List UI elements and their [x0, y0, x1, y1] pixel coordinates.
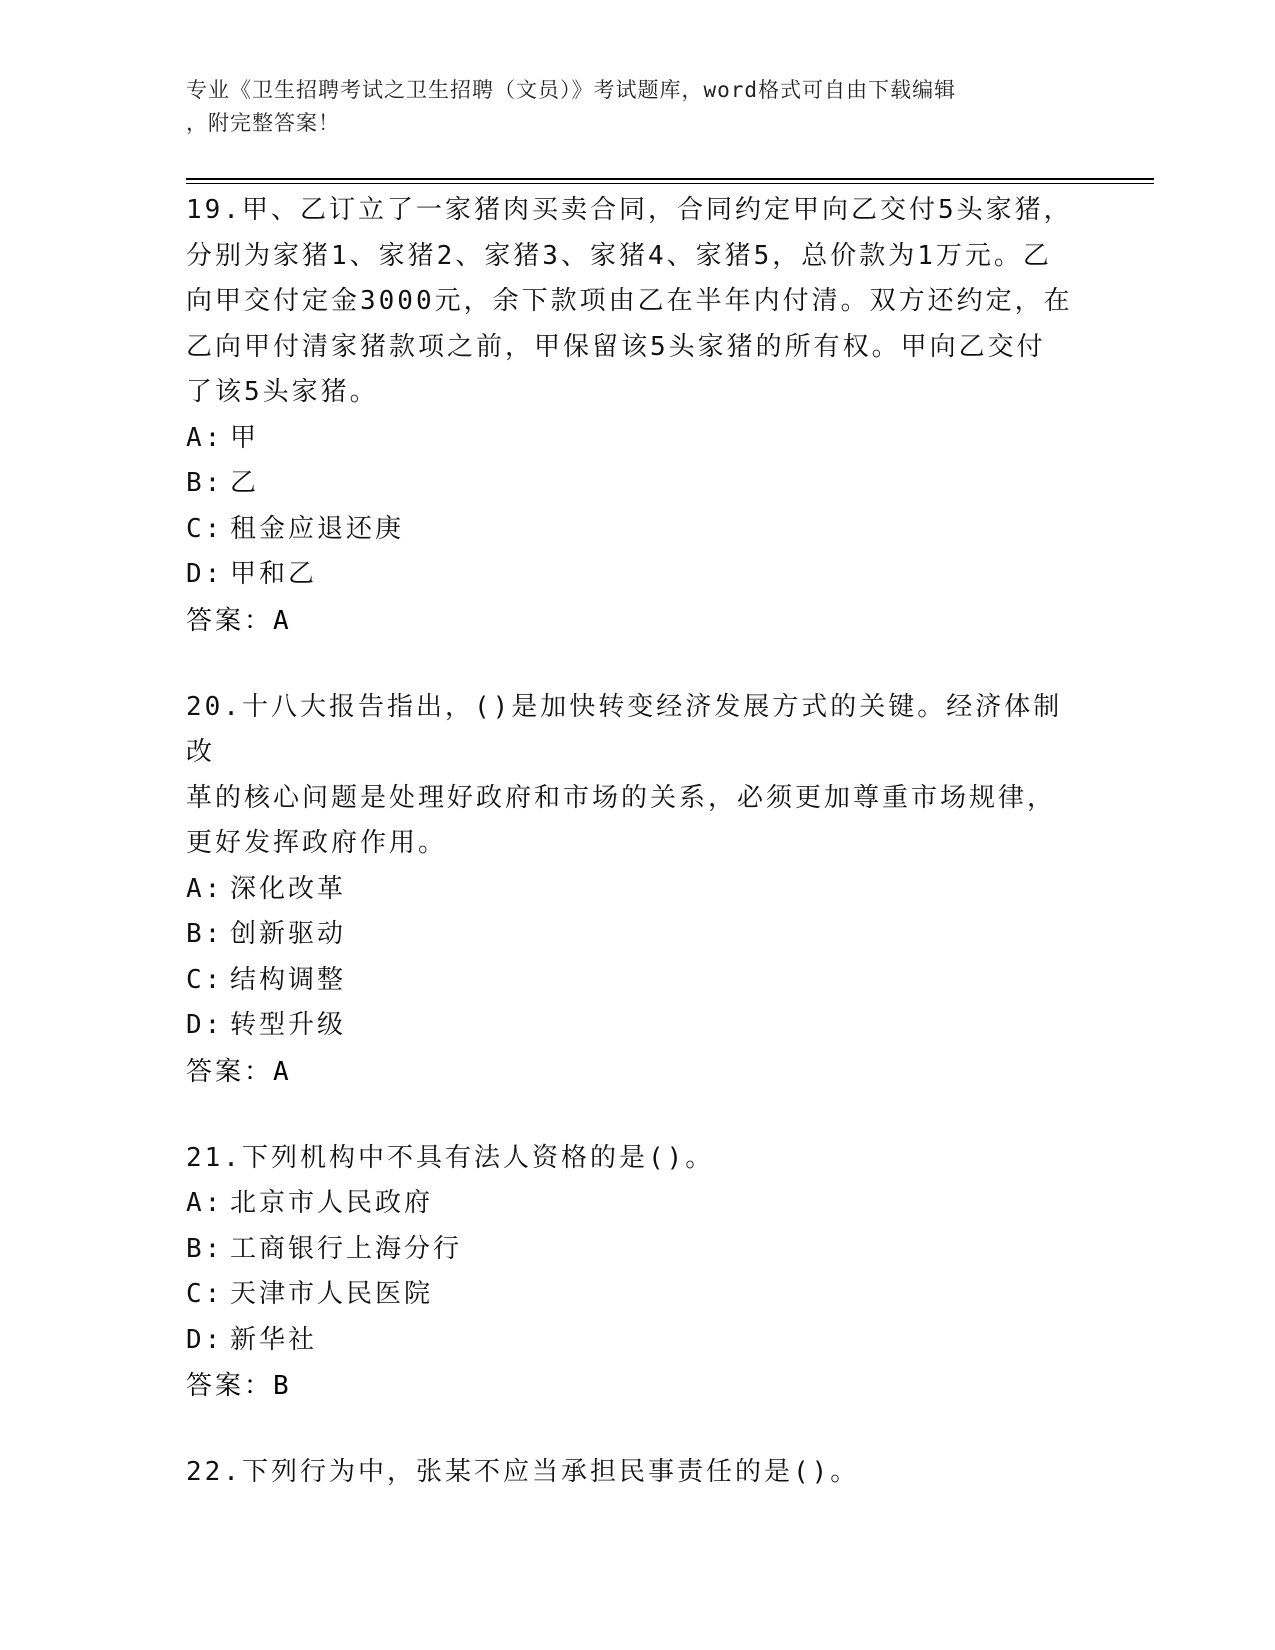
option-b [186, 1227, 1086, 1273]
option-b [186, 461, 1086, 507]
answer-line: 答案：A [186, 1056, 292, 1087]
option-c [186, 958, 1086, 1004]
option-a [186, 1181, 1086, 1227]
header-line-2: ，附完整答案！ [186, 111, 340, 135]
option-c [186, 1272, 1086, 1318]
answer-line: 答案：A [186, 605, 292, 636]
option-text: 租金应退还庚 [230, 513, 405, 544]
option-b [186, 912, 1086, 958]
stem-line: 革的核心问题是处理好政府和市场的关系，必须更加尊重市场规律， [186, 782, 1057, 813]
option-key: B: [186, 1233, 224, 1264]
stem-line: 21.下列机构中不具有法人资格的是()。 [186, 1142, 715, 1173]
stem-line: 22.下列行为中，张某不应当承担民事责任的是()。 [186, 1457, 860, 1487]
question-stem [186, 685, 1086, 867]
option-c [186, 507, 1086, 553]
stem-line: 分别为家猪1、家猪2、家猪3、家猪4、家猪5，总价款为1万元。乙 [186, 240, 1052, 271]
option-key: C: [186, 964, 224, 995]
option-text: 转型升级 [230, 1010, 347, 1040]
option-a [186, 416, 1086, 462]
option-a [186, 867, 1086, 913]
header-divider-thin [186, 183, 1154, 184]
option-text: 甲和乙 [230, 559, 318, 589]
option-key: A: [186, 873, 224, 904]
header-line-1: 专业《卫生招聘考试之卫生招聘（文员）》考试题库，word格式可自由下载编辑 [186, 78, 957, 102]
option-d [186, 552, 1086, 598]
stem-line: 乙向甲付清家猪款项之前，甲保留该5头家猪的所有权。甲向乙交付 [186, 331, 1046, 362]
document-header [186, 74, 1086, 140]
question-22 [186, 1450, 1086, 1496]
option-text: 甲 [230, 422, 260, 453]
option-text: 深化改革 [230, 873, 347, 904]
question-21 [186, 1136, 1086, 1411]
question-stem [186, 1450, 1086, 1496]
answer-line: 答案：B [186, 1371, 292, 1401]
option-key: D: [186, 559, 224, 589]
option-text: 工商银行上海分行 [230, 1233, 463, 1264]
option-d [186, 1318, 1086, 1364]
option-key: D: [186, 1324, 224, 1355]
question-list [186, 188, 1086, 1536]
option-d [186, 1003, 1086, 1049]
option-text: 新华社 [230, 1324, 318, 1355]
option-text: 天津市人民医院 [230, 1279, 434, 1309]
stem-line: 了该5头家猪。 [186, 377, 379, 407]
option-key: C: [186, 1279, 224, 1309]
option-key: A: [186, 1188, 224, 1218]
option-key: C: [186, 513, 224, 544]
option-key: B: [186, 919, 224, 949]
question-19 [186, 188, 1086, 645]
question-20 [186, 685, 1086, 1096]
stem-line: 更好发挥政府作用。 [186, 828, 448, 858]
question-stem [186, 188, 1086, 416]
option-text: 创新驱动 [230, 919, 347, 949]
question-stem [186, 1136, 1086, 1182]
option-text: 北京市人民政府 [230, 1188, 434, 1218]
stem-line: 19.甲、乙订立了一家猪肉买卖合同，合同约定甲向乙交付5头家猪， [186, 195, 1073, 225]
option-key: B: [186, 468, 224, 498]
stem-line: 向甲交付定金3000元，余下款项由乙在半年内付清。双方还约定，在 [186, 286, 1073, 316]
header-divider [186, 178, 1154, 180]
option-text: 乙 [230, 468, 260, 498]
stem-line: 20.十八大报告指出，()是加快转变经济发展方式的关键。经济体制改 [186, 691, 1063, 767]
option-key: A: [186, 422, 224, 453]
option-key: D: [186, 1010, 224, 1040]
option-text: 结构调整 [230, 964, 347, 995]
